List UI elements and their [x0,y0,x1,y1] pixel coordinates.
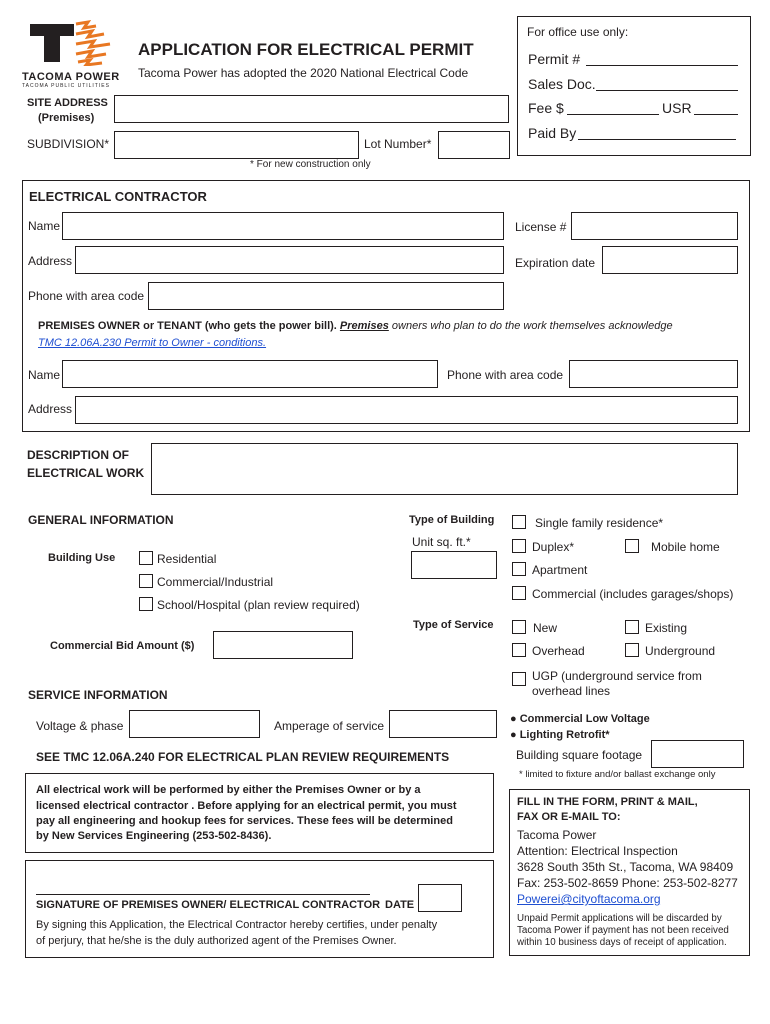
low-voltage-bullet-1: ● Commercial Low Voltage [510,713,650,725]
license-label: License # [515,220,567,234]
commercial-building-label: Commercial (includes garages/shops) [532,587,734,601]
mail-fax-phone: Fax: 253-502-8659 Phone: 253-502-8277 [517,876,738,890]
discard-line-3: within 10 business days of receipt of application. [517,937,727,948]
ugp-checkbox[interactable] [512,672,526,686]
lighting-retrofit: Lighting Retrofit* [519,729,610,741]
underground-checkbox[interactable] [625,643,639,657]
residential-label: Residential [157,552,217,566]
description-label-1: DESCRIPTION OF [27,448,130,462]
tacoma-power-logo [22,18,124,88]
date-input[interactable] [418,884,462,912]
expiration-label: Expiration date [515,256,596,270]
amperage-input[interactable] [389,710,497,738]
subdivision-label: SUBDIVISION* [27,137,110,151]
commercial-building-checkbox[interactable] [512,586,526,600]
ugp-label-1: UGP (underground service from [532,669,702,683]
sales-doc-label: Sales Doc. [528,76,596,92]
usr-line[interactable] [694,114,738,115]
owner-address-input[interactable] [75,396,738,424]
contractor-phone-input[interactable] [148,282,504,310]
overhead-label: Overhead [532,644,585,658]
overhead-checkbox[interactable] [512,643,526,657]
expiration-input[interactable] [602,246,738,274]
unit-sqft-input[interactable] [411,551,497,579]
new-label: New [533,621,558,635]
permit-label: Permit # [528,51,581,67]
brand-name: TACOMA POWER [22,71,120,83]
owner-name-input[interactable] [62,360,438,388]
contractor-address-label: Address [28,254,73,268]
owner-title-text: PREMISES OWNER or TENANT (who gets the power bill). [38,320,337,332]
general-info-title: GENERAL INFORMATION [28,513,174,527]
mail-title-2: FAX OR E-MAIL TO: [517,811,621,823]
school-hospital-label: School/Hospital (plan review required) [157,598,360,612]
lot-number-label: Lot Number* [364,137,432,151]
school-hospital-checkbox[interactable] [139,597,153,611]
plan-review-title: SEE TMC 12.06A.240 FOR ELECTRICAL PLAN REVIEW REQUIREMENTS [36,750,450,764]
paid-by-line[interactable] [578,139,736,140]
usr-label: USR [662,100,692,116]
license-input[interactable] [571,212,738,240]
retrofit-note: * limited to fixture and/or ballast exchange only [519,769,716,780]
type-of-service-label: Type of Service [413,619,494,631]
building-sqft-input[interactable] [651,740,744,768]
commercial-industrial-checkbox[interactable] [139,574,153,588]
mobile-home-label: Mobile home [651,540,720,554]
mail-title-1: FILL IN THE FORM, PRINT & MAIL, [517,796,698,808]
mobile-home-checkbox[interactable] [625,539,639,553]
contractor-name-label: Name [28,219,61,233]
unit-sqft-label: Unit sq. ft.* [412,535,471,549]
mail-email-link[interactable]: Powerei@cityoftacoma.org [517,892,661,906]
voltage-input[interactable] [129,710,260,738]
amperage-label: Amperage of service [274,719,385,733]
duplex-checkbox[interactable] [512,539,526,553]
building-use-label: Building Use [48,552,116,564]
owner-name-label: Name [28,368,61,382]
certification-line-1: By signing this Application, the Electrical Contractor hereby certifies, under penalty [36,919,438,931]
page-title: APPLICATION FOR ELECTRICAL PERMIT [138,40,474,59]
owner-address-label: Address [28,402,73,416]
notice-line-3: pay all engineering and hookup fees for services. These fees will be determined [36,815,453,827]
owner-conditions-link[interactable] [38,337,266,349]
owner-phone-input[interactable] [569,360,738,388]
paid-by-label: Paid By [528,125,577,141]
duplex-label: Duplex* [532,540,575,554]
contractor-address-input[interactable] [75,246,504,274]
mail-street: 3628 South 35th St., Tacoma, WA 98409 [517,860,734,874]
ugp-label-2: overhead lines [532,684,611,698]
commercial-low-voltage: Commercial Low Voltage [519,713,650,725]
contractor-title: ELECTRICAL CONTRACTOR [29,189,207,204]
discard-line-2: Tacoma Power if payment has not been received [517,925,729,936]
single-family-label: Single family residence* [535,516,664,530]
underground-label: Underground [645,644,716,658]
bid-amount-label: Commercial Bid Amount ($) [50,640,195,652]
notice-line-2: licensed electrical contractor . Before applying for an electrical permit, you must [36,800,457,812]
fee-line[interactable] [567,114,659,115]
site-address-label: SITE ADDRESS [27,97,108,109]
building-sqft-label: Building square footage [516,748,643,762]
fee-label: Fee $ [528,100,564,116]
apartment-label: Apartment [532,563,588,577]
sales-doc-line[interactable] [596,90,738,91]
owner-acknowledge: owners who plan to do the work themselves acknowledge [391,320,673,332]
signature-line[interactable] [36,894,370,895]
commercial-industrial-label: Commercial/Industrial [157,575,274,589]
notice-line-4: by New Services Engineering (253-502-8436). [36,830,272,842]
new-construction-note: * For new construction only [250,159,371,170]
contractor-name-input[interactable] [62,212,504,240]
bid-amount-input[interactable] [213,631,353,659]
residential-checkbox[interactable] [139,551,153,565]
mail-email-wrap[interactable] [517,892,661,906]
new-checkbox[interactable] [512,620,526,634]
type-of-building-label: Type of Building [409,514,495,526]
owner-phone-label: Phone with area code [447,368,564,382]
signature-label: SIGNATURE OF PREMISES OWNER/ ELECTRICAL CONTRACTOR [36,899,381,911]
lot-number-input[interactable] [438,131,510,159]
site-address-input[interactable] [114,95,509,123]
existing-label: Existing [645,621,688,635]
permit-line[interactable] [586,65,738,66]
description-label-2: ELECTRICAL WORK [27,466,145,480]
voltage-label: Voltage & phase [36,719,124,733]
tmc-permit-link[interactable]: TMC 12.06A.230 Permit to Owner - conditions. [38,337,267,349]
page-subtitle: Tacoma Power has adopted the 2020 National Electrical Code [138,66,469,80]
premises-label: (Premises) [38,112,95,124]
description-input[interactable] [151,443,738,495]
owner-premises-word: Premises [339,320,389,332]
subdivision-input[interactable] [114,131,359,159]
owner-title [38,320,673,332]
logo-mark [22,18,122,66]
existing-checkbox[interactable] [625,620,639,634]
service-info-title: SERVICE INFORMATION [28,688,168,702]
brand-sub: TACOMA PUBLIC UTILITIES [22,83,110,89]
certification-line-2: of perjury, that he/she is the duly authorized agent of the Premises Owner. [36,935,397,947]
apartment-checkbox[interactable] [512,562,526,576]
notice-line-1: All electrical work will be performed by either the Premises Owner or by a [36,784,421,796]
mail-org: Tacoma Power [517,828,597,842]
contractor-phone-label: Phone with area code [28,289,145,303]
mail-attention: Attention: Electrical Inspection [517,844,678,858]
discard-line-1: Unpaid Permit applications will be discarded by [517,913,722,924]
date-label: DATE [385,899,415,911]
single-family-checkbox[interactable] [512,515,526,529]
low-voltage-bullet-2: ● Lighting Retrofit* [510,729,610,741]
office-use-title: For office use only: [527,25,629,39]
